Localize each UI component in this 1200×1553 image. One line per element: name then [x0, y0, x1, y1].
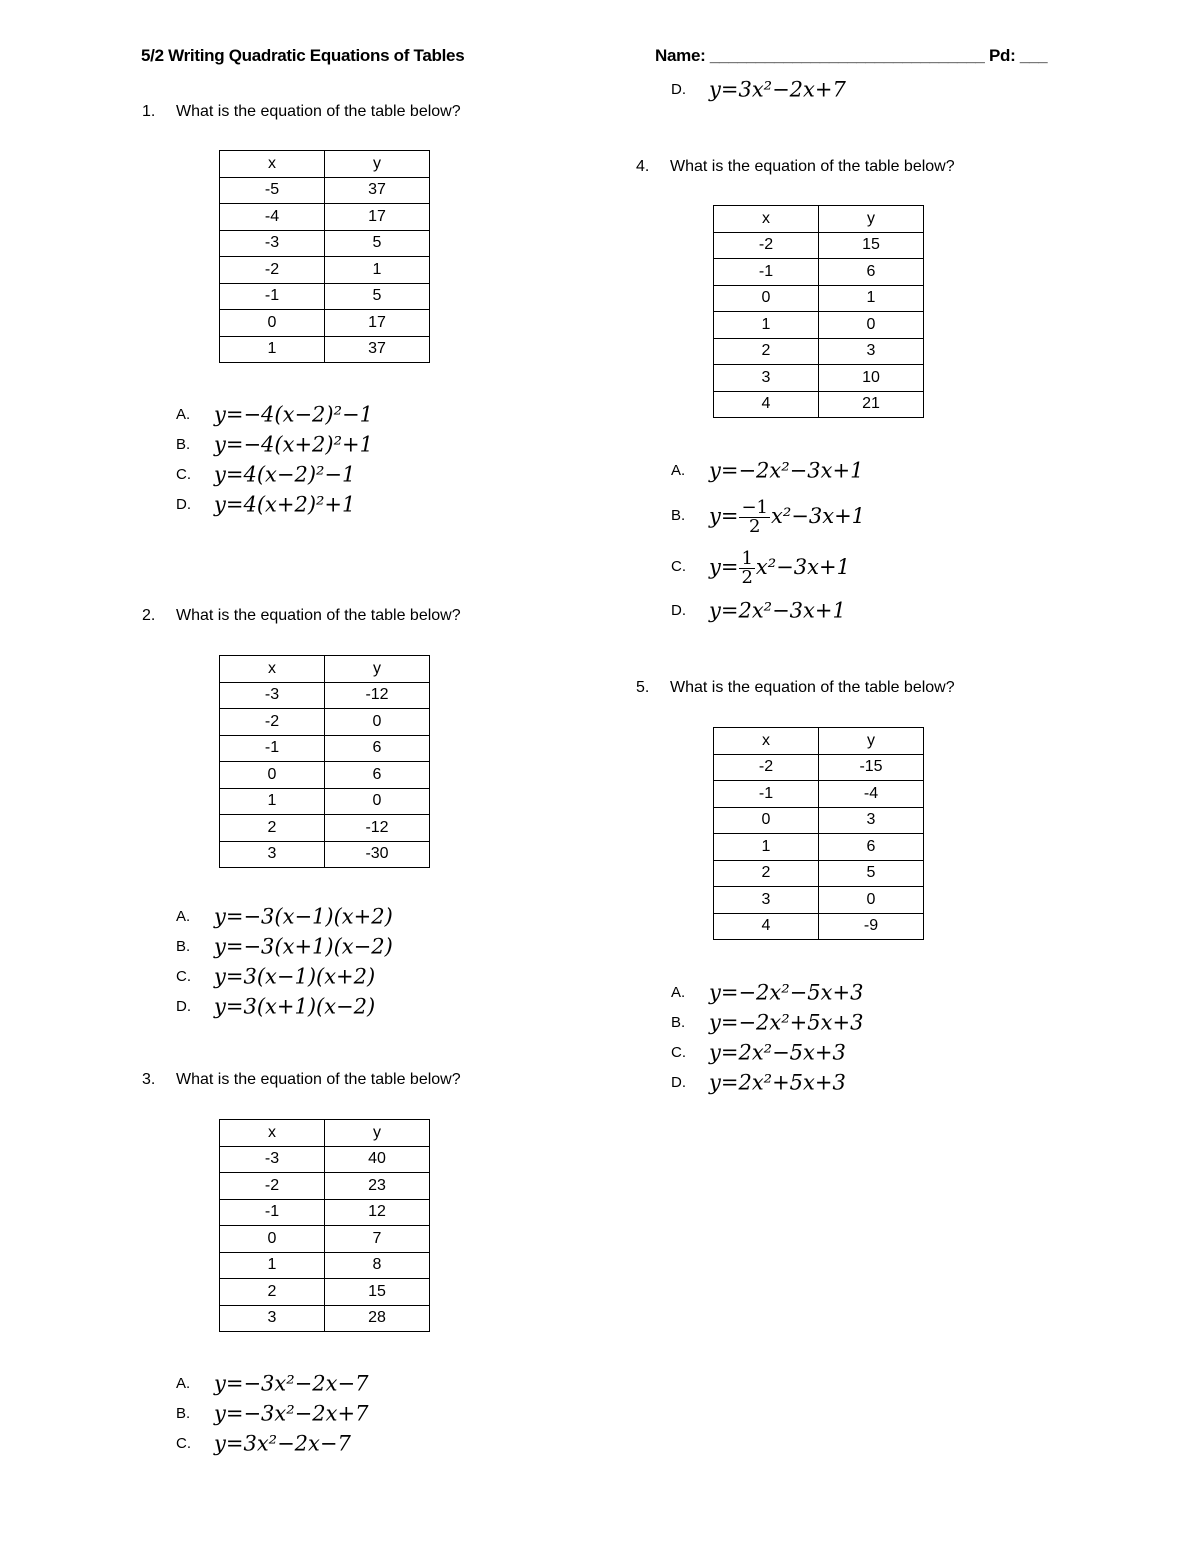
question-number: 5.: [636, 679, 650, 696]
fraction-numerator: 1: [741, 547, 753, 569]
header-x: x: [714, 206, 819, 233]
cell-x: -1: [714, 259, 819, 286]
cell-x: 0: [220, 310, 325, 337]
cell-y: 1: [325, 257, 430, 284]
question-prompt: What is the equation of the table below?: [670, 158, 955, 175]
option-c[interactable]: [671, 1036, 863, 1066]
table-row: [220, 1199, 430, 1226]
table-header-row: [220, 1120, 430, 1147]
option-d[interactable]: [176, 488, 373, 518]
cell-x: 3: [714, 365, 819, 392]
option-d[interactable]: [671, 594, 846, 624]
option-d[interactable]: [671, 73, 846, 103]
option-letter: B.: [176, 937, 191, 955]
option-c[interactable]: [176, 458, 373, 488]
question-number: 4.: [636, 158, 650, 175]
table-row: [220, 257, 430, 284]
option-equation: [709, 547, 850, 588]
table-row: [714, 807, 924, 834]
cell-y: 5: [325, 283, 430, 310]
cell-x: -1: [220, 1199, 325, 1226]
question-3: [142, 1071, 461, 1089]
cell-x: 0: [220, 1226, 325, 1253]
question-number: 1.: [142, 103, 156, 120]
option-equation: y=−4(x−2)²−1: [214, 402, 373, 427]
data-table-4: [713, 205, 924, 418]
cell-y: 6: [819, 259, 924, 286]
option-c[interactable]: [176, 1427, 368, 1457]
option-b[interactable]: [671, 1006, 863, 1036]
cell-x: 1: [220, 788, 325, 815]
cell-y: 3: [819, 807, 924, 834]
cell-y: 10: [819, 365, 924, 392]
option-b[interactable]: [176, 1397, 368, 1427]
options-3-continued: [671, 73, 846, 103]
fraction-denominator: 2: [741, 566, 753, 588]
cell-y: 37: [325, 177, 430, 204]
table-row: [714, 860, 924, 887]
options-1: [176, 398, 373, 518]
cell-y: -9: [819, 913, 924, 940]
table-row: [220, 283, 430, 310]
table-row: [220, 310, 430, 337]
table-row: [220, 815, 430, 842]
cell-x: -3: [220, 230, 325, 257]
table-row: [714, 259, 924, 286]
equation-rhs: x²−3x+1: [755, 554, 850, 579]
option-d[interactable]: [671, 1066, 863, 1096]
equation-lhs: y=: [709, 503, 739, 528]
cell-x: 3: [714, 887, 819, 914]
option-equation: y=−2x²−3x+1: [709, 458, 864, 483]
option-c[interactable]: [176, 960, 393, 990]
data-table-2: [219, 655, 430, 868]
cell-x: 0: [714, 285, 819, 312]
cell-y: 0: [325, 709, 430, 736]
table-row: [220, 204, 430, 231]
option-letter: B.: [671, 1013, 686, 1031]
cell-x: 0: [714, 807, 819, 834]
table-row: [220, 841, 430, 868]
table-row: [220, 230, 430, 257]
question-4: [636, 158, 955, 176]
table-row: [714, 312, 924, 339]
option-letter: B.: [176, 1404, 191, 1422]
question-number: 3.: [142, 1071, 156, 1088]
option-a[interactable]: [176, 900, 393, 930]
cell-y: 17: [325, 310, 430, 337]
question-2: [142, 607, 461, 625]
option-letter: B.: [176, 435, 191, 453]
cell-y: 40: [325, 1146, 430, 1173]
cell-y: 1: [819, 285, 924, 312]
option-a[interactable]: [176, 398, 373, 428]
cell-x: 1: [220, 336, 325, 363]
cell-x: 1: [714, 312, 819, 339]
table-row: [714, 781, 924, 808]
table-row: [220, 682, 430, 709]
cell-y: 6: [819, 834, 924, 861]
option-equation: y=−3x²−2x−7: [214, 1371, 369, 1396]
table-row: [714, 285, 924, 312]
cell-x: -2: [220, 257, 325, 284]
option-equation: y=2x²−3x+1: [709, 598, 846, 623]
cell-y: 15: [325, 1279, 430, 1306]
cell-y: 17: [325, 204, 430, 231]
option-equation: y=−3(x+1)(x−2): [214, 934, 393, 959]
header-x: x: [220, 1120, 325, 1147]
data-table-1: [219, 150, 430, 363]
table-row: [220, 1173, 430, 1200]
question-prompt: What is the equation of the table below?: [176, 607, 461, 624]
option-equation: y=3x²−2x+7: [709, 77, 846, 102]
cell-y: 8: [325, 1252, 430, 1279]
option-letter: C.: [176, 967, 191, 985]
header-x: x: [220, 656, 325, 683]
option-equation: y=−4(x+2)²+1: [214, 432, 373, 457]
option-equation: y=−2x²−5x+3: [709, 980, 864, 1005]
data-table-5: [713, 727, 924, 940]
table-row: [714, 754, 924, 781]
table-row: [714, 232, 924, 259]
cell-x: 3: [220, 841, 325, 868]
cell-y: 37: [325, 336, 430, 363]
header-y: y: [325, 1120, 430, 1147]
option-b[interactable]: [176, 930, 393, 960]
table-row: [220, 1226, 430, 1253]
option-equation: y=−2x²+5x+3: [709, 1010, 864, 1035]
cell-y: 5: [325, 230, 430, 257]
cell-x: -2: [714, 754, 819, 781]
option-letter: C.: [176, 465, 191, 483]
option-letter: A.: [671, 461, 686, 479]
cell-y: 15: [819, 232, 924, 259]
header-x: x: [714, 728, 819, 755]
table-row: [714, 887, 924, 914]
table-row: [714, 365, 924, 392]
option-a[interactable]: [671, 976, 863, 1006]
table-header-row: [714, 206, 924, 233]
cell-x: 1: [220, 1252, 325, 1279]
question-prompt: What is the equation of the table below?: [670, 679, 955, 696]
option-d[interactable]: [176, 990, 393, 1020]
cell-x: -1: [220, 283, 325, 310]
option-equation: y=4(x+2)²+1: [214, 492, 356, 517]
option-letter: D.: [671, 1073, 686, 1091]
table-header-row: [220, 151, 430, 178]
option-letter: D.: [176, 495, 191, 513]
cell-y: -12: [325, 682, 430, 709]
options-2: [176, 900, 393, 1020]
cell-y: 3: [819, 338, 924, 365]
table-row: [220, 735, 430, 762]
cell-x: 2: [220, 815, 325, 842]
cell-x: -2: [220, 1173, 325, 1200]
option-letter: C.: [671, 1043, 686, 1061]
table-row: [714, 391, 924, 418]
table-row: [220, 1279, 430, 1306]
option-letter: D.: [176, 997, 191, 1015]
option-letter: C.: [671, 557, 686, 575]
cell-y: 6: [325, 735, 430, 762]
name-period-line: Name: ______________________________ Pd: ___: [655, 46, 1048, 65]
table-row: [220, 1146, 430, 1173]
option-equation: y=3(x−1)(x+2): [214, 964, 376, 989]
cell-y: 6: [325, 762, 430, 789]
header-y: y: [819, 206, 924, 233]
cell-x: -3: [220, 682, 325, 709]
options-3: [176, 1367, 368, 1457]
options-5: [671, 976, 863, 1096]
question-1: [142, 103, 461, 121]
cell-y: 0: [325, 788, 430, 815]
cell-y: 0: [819, 312, 924, 339]
fraction-numerator: −1: [741, 496, 769, 518]
header-y: y: [325, 151, 430, 178]
option-equation: y=2x²+5x+3: [709, 1070, 846, 1095]
cell-x: 2: [714, 338, 819, 365]
option-equation: y=2x²−5x+3: [709, 1040, 846, 1065]
cell-x: 0: [220, 762, 325, 789]
table-header-row: [220, 656, 430, 683]
cell-x: 2: [714, 860, 819, 887]
option-b[interactable]: [671, 494, 866, 537]
option-letter: A.: [176, 405, 191, 423]
option-equation: [709, 496, 866, 537]
cell-x: -2: [714, 232, 819, 259]
option-equation: y=−3x²−2x+7: [214, 1401, 369, 1426]
table-row: [220, 177, 430, 204]
fraction: [739, 547, 754, 588]
data-table-3: [219, 1119, 430, 1332]
header-x: x: [220, 151, 325, 178]
header-y: y: [819, 728, 924, 755]
option-letter: A.: [671, 983, 686, 1001]
option-c[interactable]: [671, 545, 850, 588]
option-letter: D.: [671, 80, 686, 98]
equation-rhs: x²−3x+1: [771, 503, 866, 528]
option-letter: D.: [671, 601, 686, 619]
option-equation: y=3(x+1)(x−2): [214, 994, 376, 1019]
table-row: [220, 788, 430, 815]
fraction-denominator: 2: [749, 515, 761, 537]
fraction: [739, 496, 770, 537]
cell-x: 4: [714, 913, 819, 940]
question-prompt: What is the equation of the table below?: [176, 1071, 461, 1088]
cell-y: 28: [325, 1305, 430, 1332]
cell-y: 7: [325, 1226, 430, 1253]
question-prompt: What is the equation of the table below?: [176, 103, 461, 120]
cell-x: -1: [714, 781, 819, 808]
equation-lhs: y=: [709, 554, 739, 579]
cell-x: -4: [220, 204, 325, 231]
table-row: [220, 1305, 430, 1332]
option-letter: C.: [176, 1434, 191, 1452]
cell-y: 23: [325, 1173, 430, 1200]
table-header-row: [714, 728, 924, 755]
cell-x: 1: [714, 834, 819, 861]
cell-y: 0: [819, 887, 924, 914]
cell-y: -12: [325, 815, 430, 842]
option-letter: A.: [176, 907, 191, 925]
option-letter: A.: [176, 1374, 191, 1392]
question-number: 2.: [142, 607, 156, 624]
option-equation: y=4(x−2)²−1: [214, 462, 356, 487]
cell-x: -5: [220, 177, 325, 204]
table-row: [714, 913, 924, 940]
cell-y: -15: [819, 754, 924, 781]
cell-y: 12: [325, 1199, 430, 1226]
cell-x: 2: [220, 1279, 325, 1306]
cell-x: -2: [220, 709, 325, 736]
table-row: [714, 834, 924, 861]
option-a[interactable]: [176, 1367, 368, 1397]
table-row: [220, 762, 430, 789]
option-equation: y=3x²−2x−7: [214, 1431, 351, 1456]
cell-y: 5: [819, 860, 924, 887]
cell-y: 21: [819, 391, 924, 418]
table-row: [220, 1252, 430, 1279]
cell-x: 4: [714, 391, 819, 418]
cell-y: -30: [325, 841, 430, 868]
page-title: 5/2 Writing Quadratic Equations of Tables: [141, 46, 465, 65]
table-row: [714, 338, 924, 365]
option-b[interactable]: [176, 428, 373, 458]
cell-x: -1: [220, 735, 325, 762]
option-equation: y=−3(x−1)(x+2): [214, 904, 393, 929]
cell-x: -3: [220, 1146, 325, 1173]
question-5: [636, 679, 955, 697]
cell-x: 3: [220, 1305, 325, 1332]
table-row: [220, 709, 430, 736]
cell-y: -4: [819, 781, 924, 808]
option-a[interactable]: [671, 454, 863, 484]
option-letter: B.: [671, 506, 686, 524]
header-y: y: [325, 656, 430, 683]
table-row: [220, 336, 430, 363]
